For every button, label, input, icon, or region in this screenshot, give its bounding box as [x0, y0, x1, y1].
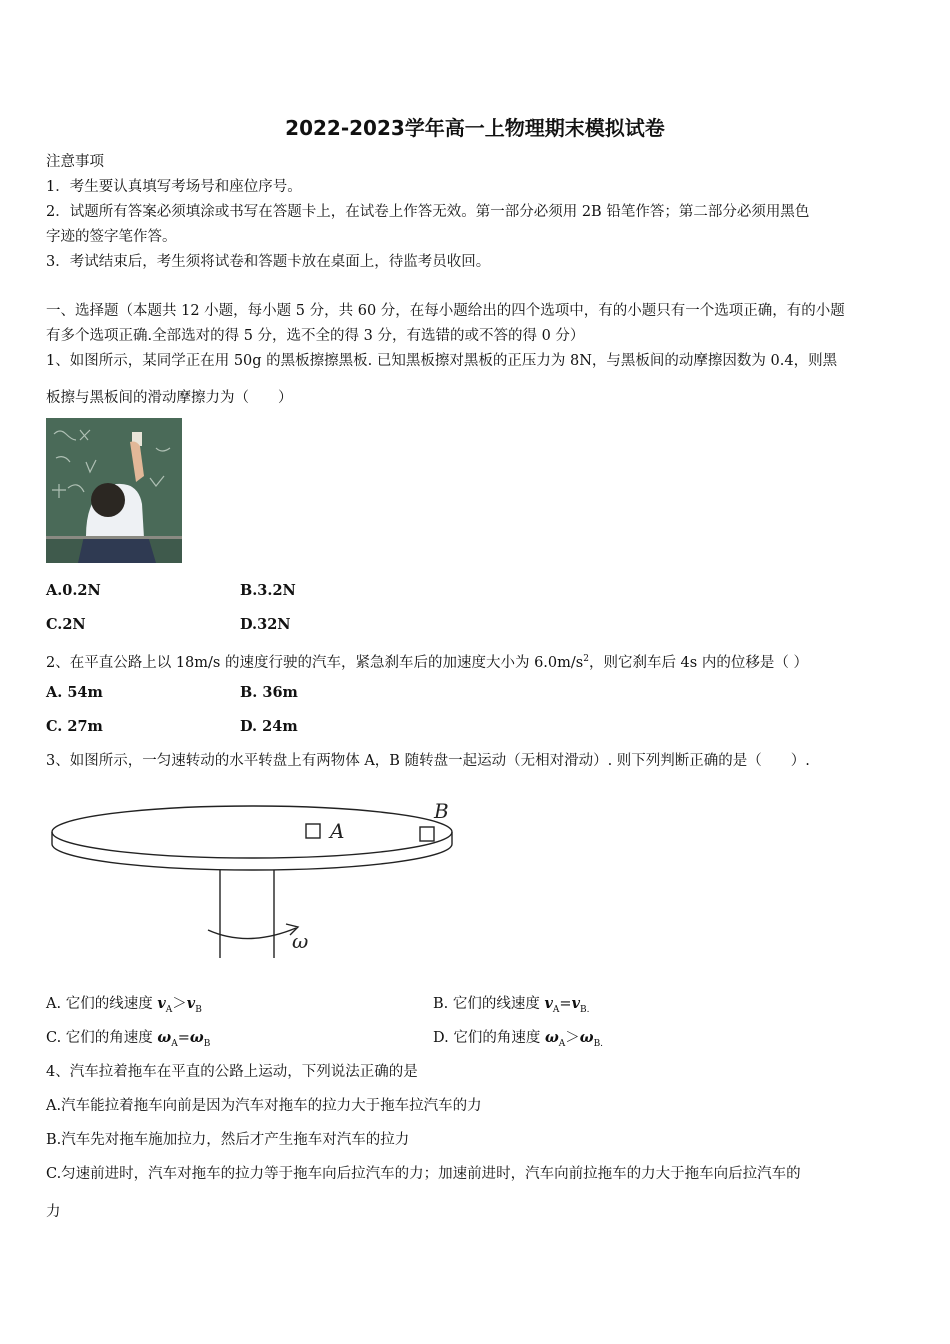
section-instructions-cont: 有多个选项正确.全部选对的得 5 分，选不全的得 3 分，有选错的或不答的得 0 分）: [46, 328, 585, 344]
notice-item-2: 2．试题所有答案必须填涂或书写在答题卡上，在试卷上作答无效。第一部分必须用 2B 铅笔作答；第二部分必须用黑色: [46, 204, 810, 220]
notice-item-1: 1．考生要认真填写考场号和座位序号。: [46, 179, 302, 195]
question-1-stem: 1、如图所示，某同学正在用 50g 的黑板擦擦黑板. 已知黑板擦对黑板的正压力为 8N，与黑板间的动摩擦因数为 0.4，则黑: [46, 353, 838, 369]
q2-option-d: D. 24m: [240, 718, 298, 735]
question-3-stem: 3、如图所示，一匀速转动的水平转盘上有两物体 A，B 随转盘一起运动（无相对滑动）. 则下列判断正确的是（ ）.: [46, 753, 810, 769]
q2-option-c: C. 27m: [46, 718, 103, 735]
q1-option-a: A.0.2N: [46, 582, 101, 599]
q1-option-d: D.32N: [240, 616, 291, 633]
q2-stem-part2: ，则它刹车后 4s 内的位移是（ ）: [588, 654, 808, 671]
question-4-stem: 4、汽车拉着拖车在平直的公路上运动，下列说法正确的是: [46, 1064, 418, 1080]
question-1-stem-cont: 板擦与黑板间的滑动摩擦力为（ ）: [46, 390, 293, 406]
q4-option-b: B.汽车先对拖车施加拉力，然后才产生拖车对汽车的拉力: [46, 1132, 410, 1148]
q3-option-c: C. 它们的角速度 $\omega_A=\omega_B$: [46, 1029, 211, 1049]
turntable-diagram: [40, 796, 480, 966]
label-omega: ω: [292, 929, 309, 953]
label-b: B: [434, 799, 449, 823]
q2-option-a: A. 54m: [46, 684, 103, 701]
q3-option-d: D. 它们的角速度 $\omega_A>\omega_{B.}$: [433, 1029, 604, 1049]
notice-item-2-cont: 字迹的签字笔作答。: [46, 229, 177, 245]
notice-heading: 注意事项: [46, 154, 104, 170]
q2-stem-part1: 2、在平直公路上以 18m/s 的速度行驶的汽车，紧急刹车后的加速度大小为 6.0m/s: [46, 654, 584, 671]
page-title: 2022-2023学年高一上物理期末模拟试卷: [285, 116, 665, 140]
q1-option-b: B.3.2N: [240, 582, 296, 599]
q4-option-c: C.匀速前进时，汽车对拖车的拉力等于拖车向后拉汽车的力；加速前进时，汽车向前拉拖车的力大于拖车向后拉汽车的: [46, 1166, 801, 1182]
question-2-stem: [46, 650, 808, 672]
q2-stem-exponent: 2: [583, 654, 589, 664]
q2-option-b: B. 36m: [240, 684, 298, 701]
q3-option-a: A. 它们的线速度 $v_A>v_B$: [46, 995, 202, 1015]
q4-option-a: A.汽车能拉着拖车向前是因为汽车对拖车的拉力大于拖车拉汽车的力: [46, 1098, 482, 1114]
label-a: A: [330, 819, 345, 843]
q3-option-b: B. 它们的线速度 $v_A=v_{B.}$: [433, 995, 590, 1015]
section-instructions: 一、选择题（本题共 12 小题，每小题 5 分，共 60 分，在每小题给出的四个选项中，有的小题只有一个选项正确，有的小题: [46, 303, 845, 319]
q1-option-c: C.2N: [46, 616, 86, 633]
q4-option-c-cont: 力: [46, 1204, 61, 1220]
blackboard-photo: [46, 418, 182, 563]
notice-item-3: 3．考试结束后，考生须将试卷和答题卡放在桌面上，待监考员收回。: [46, 254, 491, 270]
